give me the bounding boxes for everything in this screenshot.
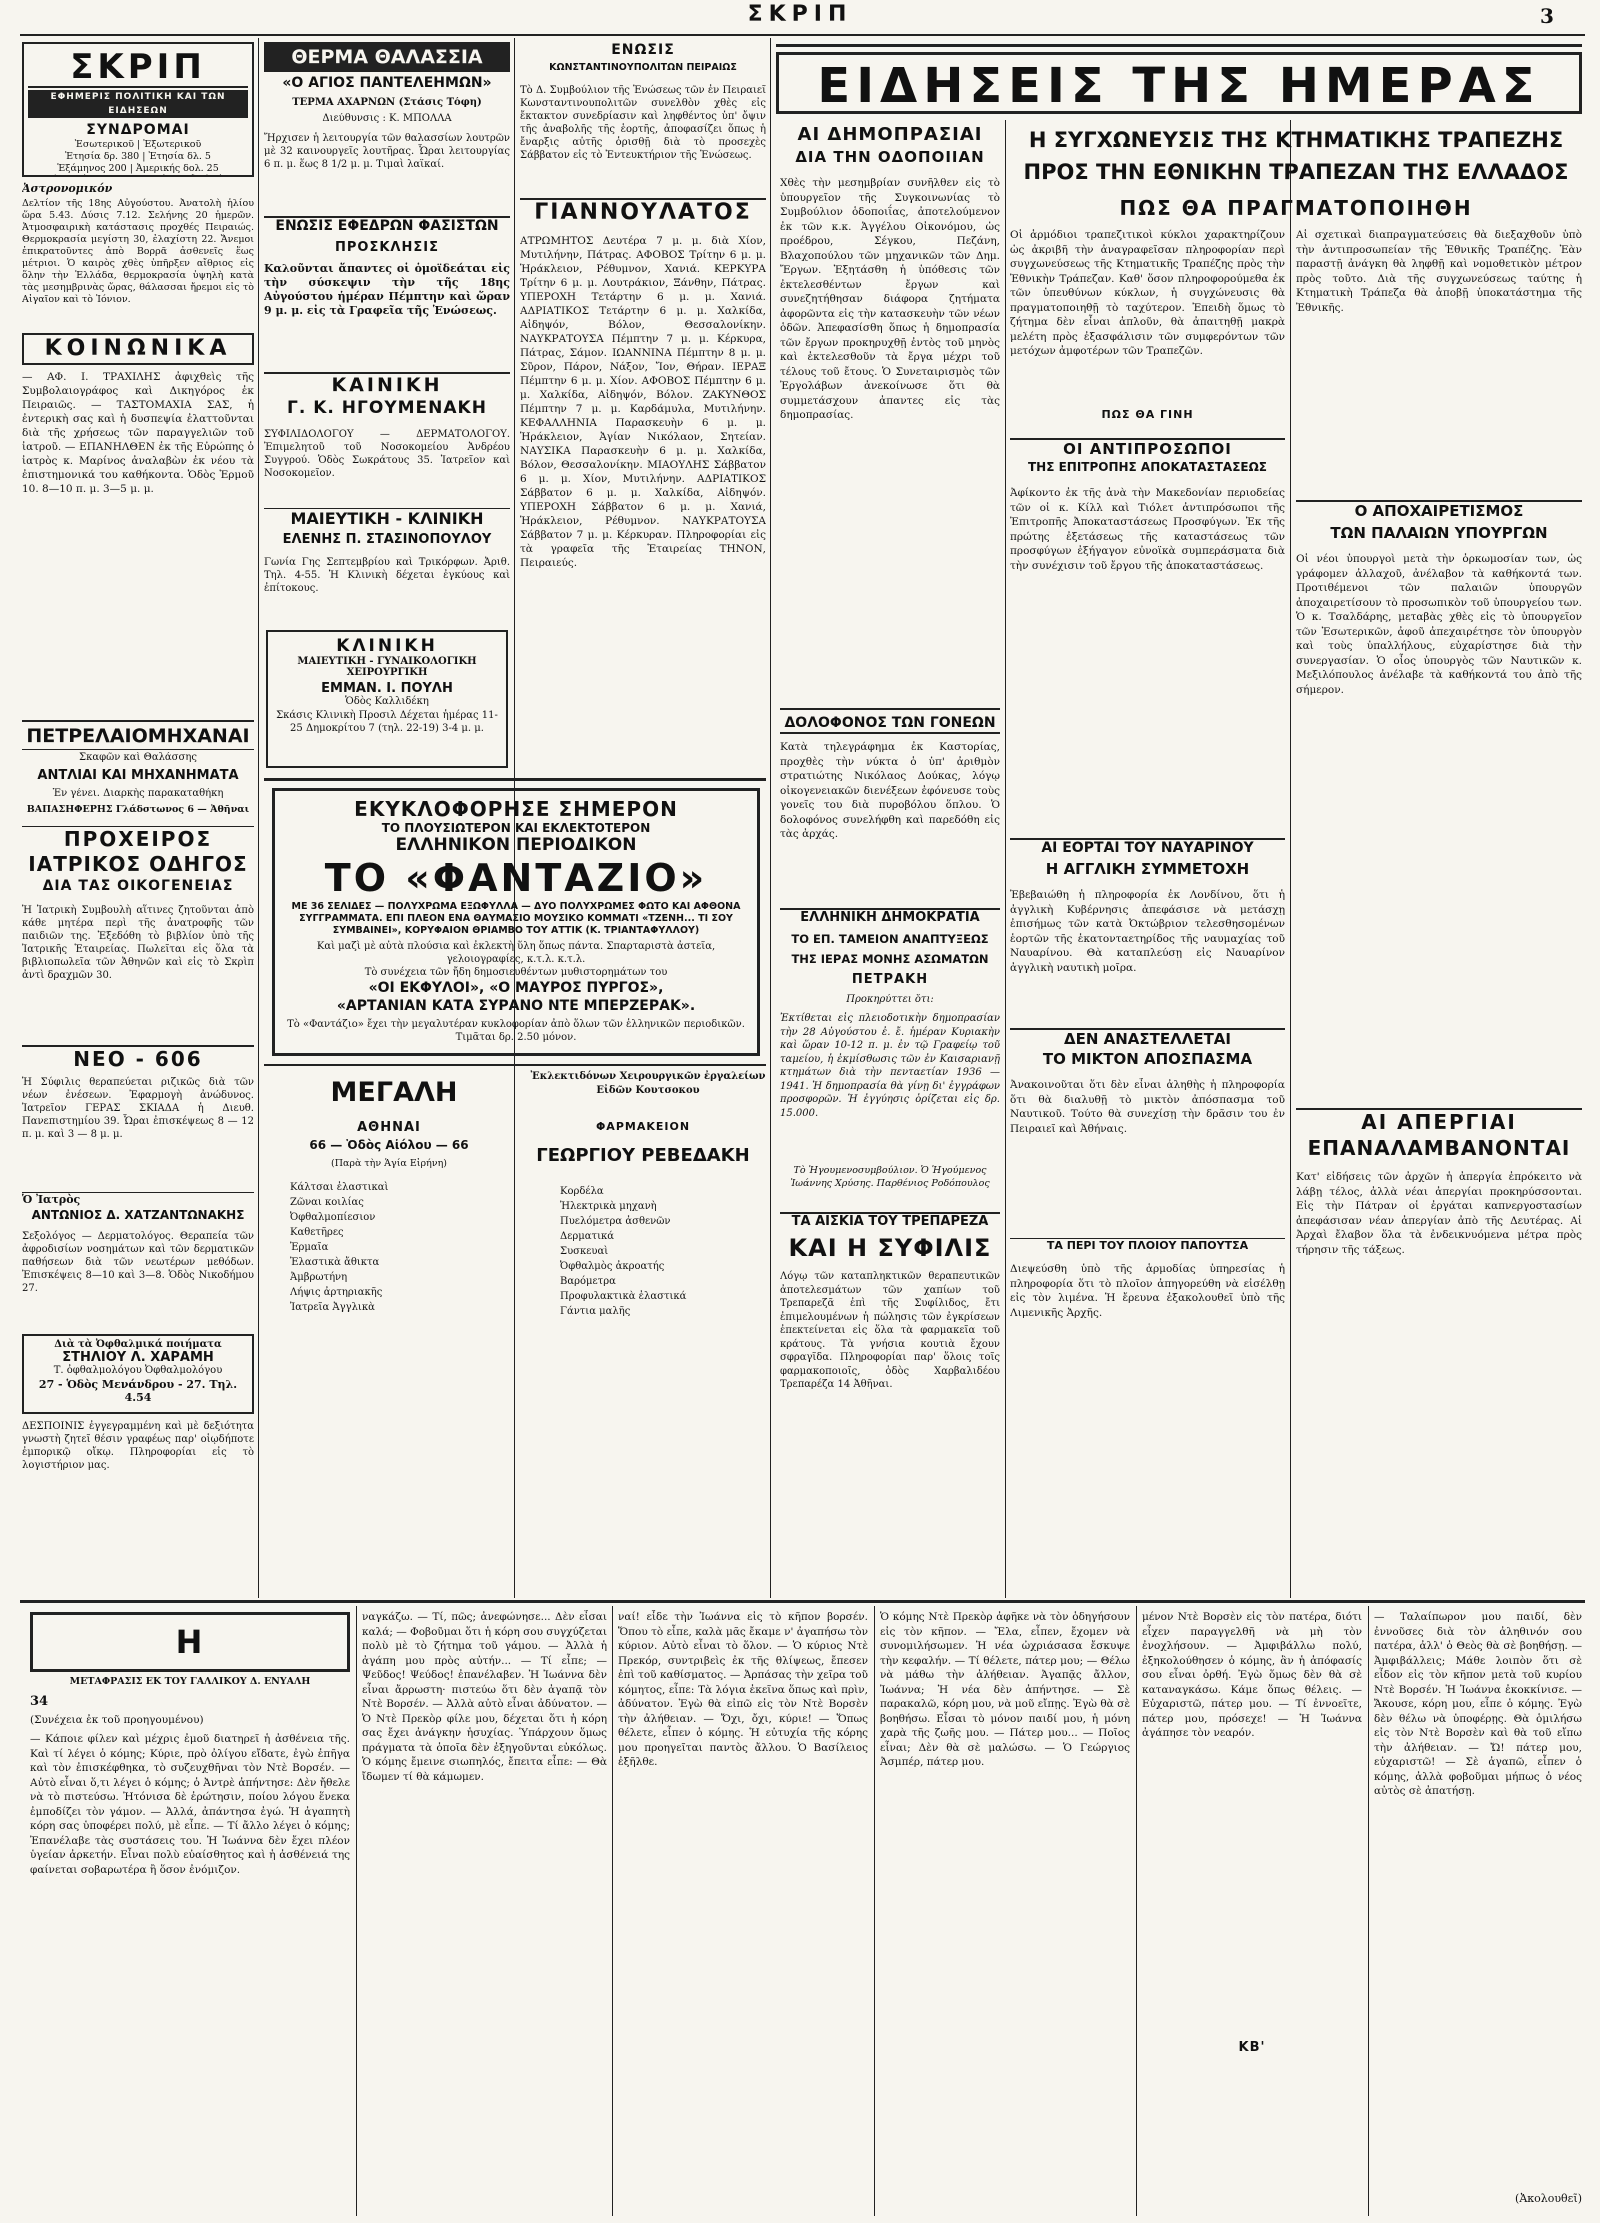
astro-text: Δελτίον τῆς 18ης Αὐγούστου. Ἀνατολὴ ἡλίου ὥρα 5.43. Δύσις 7.12. Σελήνης 20 ἡμερῶν. Ἀτμοσφαιρικὴ κατάστασις προχθές Πειραιώς. Θερμοκρασία μεγίστη 30, ἐλαχίστη 22. Ἄνεμοι ἐπικρατοῦντες ἀπὸ Βορρᾶ ἀσθενεῖς ἕως μέτριοι. Ὁ καιρὸς χθὲς ὑπῆρξεν αἴθριος εἰς ὅλην τὴν Ἑλλάδα, θερμοκρασία ὑψηλὴ κατὰ τὰς μεσημβρινὰς ὥρας, θάλασσαι ἤρεμοι εἰς τὸ Αἰγαῖον καὶ τὸ Ἰόνιον. <box>22 198 254 305</box>
eortai-text: Ἐβεβαιώθη ἡ πληροφορία ἐκ Λονδίνου, ὅτι ἡ ἀγγλικὴ Κυβέρνησις ἀπεφάσισε νὰ μετάσχῃ ἐπισήμως τῶν κατὰ Ὀκτώβριον τελεσθησομένων ἑορτῶν τῆς ἑκατονταετηρίδος τῆς ναυμαχίας τοῦ Ναυαρίνου. Θὰ καταπλεύσῃ εἰς Ναυαρίνον ἀγγλικὴ ναυτικὴ μοῖρα. <box>1010 889 1285 974</box>
enosis-konst-sub: ΚΩΝΣΤΑΝΤΙΝΟΥΠΟΛΙΤΩΝ ΠΕΙΡΑΙΩΣ <box>549 62 737 73</box>
dimoprasiai-text: Χθὲς τὴν μεσημβρίαν συνῆλθεν εἰς τὸ ὑπουργεῖον τῆς Συγκοινωνίας τὸ Συμβούλιον ὁδοποιΐας, ἀποτελούμενον ἐκ τῶν κ.κ. Ἀγγέλου Οἰκονόμου, ὡς προέδρου, Σέγκου, Πεζάνη, Βλαχοπούλου τῶν μηχανικῶν τῶν Δημ. Ἔργων. Ἐξητάσθη ἡ ὑπόθεσις τῶν ἐκτελεσθέντων ἔργων καὶ συνεζητήθησαν διάφορα ζητήματα ἀφορῶντα εἰς τὴν κατασκευὴν τῶν νέων ὁδῶν. Ἀπεφασίσθη ὅπως ἡ δημοπρασία τῶν ἔργων προκηρυχθῇ ἐντὸς τοῦ μηνὸς καὶ ἐκτελεσθοῦν τὰ ἔργα μέχρι τοῦ τέλους τοῦ ἔτους. Ὁ Συνεταιρισμὸς τῶν Ἐργολάβων ἀνεκοίνωσε ὅτι θὰ συμμετάσχουν ἀπαντες εἰς τὰς δημοπρασίας. <box>780 177 1000 421</box>
apoxairetismos-text: Οἱ νέοι ὑπουργοὶ μετὰ τὴν ὁρκωμοσίαν των, ὡς γράφομεν ἀλλαχοῦ, ἀνέλαβον τὰ καθήκοντά των. Προτιθέμενοι τῶν παλαιῶν ὑπουργῶν ἀποχαιρετίσουν τὸ προσωπικὸν τοῦ ὑπουργείου των. Ὁ κ. Τσαλδάρης, μεταβὰς χθὲς εἰς τὸ ὑπουργεῖον τῶν Ἐσωτερικῶν, ἀφοῦ ἀπεχαιρέτησε τὸν ὑπουργὸν καὶ τοὺς ὑπαλλήλους, εὐχαρίστησε διὰ τὴν συνεργασίαν. Ὁ οἶος ὑπουργὸς τῶν Ναυτικῶν κ. Μεξιλόπουλος ἀνέλαβε τὰ καθήκοντά του ἀπὸ τῆς σήμερον. <box>1296 553 1582 696</box>
synchoneusis-title: Η ΣΥΓΧΩΝΕΥΣΙΣ ΤΗΣ ΚΤΗΜΑΤΙΚΗΣ ΤΡΑΠΕΖΗΣ ΠΡΟΣ ΤΗΝ ΕΘΝΙΚΗΝ ΤΡΑΠΕΖΑΝ ΤΗΣ ΕΛΛΑΔΟΣ <box>1023 128 1569 184</box>
eortai-title2: Η ΑΓΓΛΙΚΗ ΣΥΜΜΕΤΟΧΗ <box>1045 860 1250 878</box>
dimoprasiai-title2: ΔΙΑ ΤΗΝ ΟΔΟΠΟΙΙΑΝ <box>795 148 985 166</box>
column-rule <box>258 38 259 1598</box>
dimokratia-sign: Τὸ Ἡγουμενοσυμβούλιον. Ὁ Ἡγούμενος Ἰωάννης Χρύσης. Παρθένιος Ροδόπουλος <box>790 1165 990 1189</box>
peploforos-col: μένον Ντὲ Βορσὲν εἰς τὸν πατέρα, διότι εἶχεν παραγγελθῆ νὰ μὴ τὸν ἐνοχλήσουν. — Ἀμφιβάλλω πολύ, ἐξηκολούθησεν ὁ κόμης, ἂν ἡ ἀπόφασίς σου εἶναι ὀρθή. Ἐγὼ ὅμως δὲν θὰ σὲ καταναγκάσω. Κάμε ὅπως θέλεις. — Εὐχαριστῶ, πάτερ μου. — Τί ἐννοεῖτε, πάτερ μου, πρόσεχε! — Ἡ Ἰωάννα ἀγάπησε τὸν νεαρόν. <box>1142 1611 1362 1739</box>
therma-dieuth: Διεύθυνσις : Κ. ΜΠΟΛΛΑ <box>322 113 452 124</box>
dimokratia-text: Ἐκτίθεται εἰς πλειοδοτικὴν δημοπρασίαν τὴν 28 Αὐγούστου ἐ. ἔ. ἡμέραν Κυριακὴν καὶ ὥραν 10-12 π. μ. ἐν τῷ Γραφείῳ τοῦ ταμείου, ἡ ἐκμίσθωσις τῶν ἐν Καισαριανῇ κτημάτων διὰ τὴν πενταετίαν 1936 — 1941. Ἡ δημοπρασία θὰ γίνῃ δι' ἐγγράφων προσφορῶν. Ἡ ἐγγύησις ὁρίζεται εἰς δρ. 15.000. <box>780 1013 1000 1119</box>
enosis-konst-text: Τὸ Δ. Συμβούλιον τῆς Ἑνώσεως τῶν ἐν Πειραιεῖ Κωνσταντινουπολιτῶν συνελθὸν χθὲς εἰς ἔκτακτον συνεδρίασιν καὶ ληφθέντος ὑπ' ὄψιν τῆς ἀναβολῆς τῆς ἑορτῆς, ἀποφασίζει ὅπως ἡ ἔναρξις αὐτῆς ὁρισθῇ διὰ τὸ προσεχὲς Σάββατον εἰς τὸ Ἐντευκτήριον τῆς Ἑνώσεως. <box>520 85 766 161</box>
synchoneusis-sub: ΠΩΣ ΘΑ ΠΡΑΓΜΑΤΟΠΟΙΗΘΗ <box>1119 196 1473 220</box>
farm-item: Ἠλεκτρικὰ μηχανὴ <box>560 1201 657 1212</box>
megali-address: 66 — Ὁδὸς Αἰόλου — 66 <box>309 1138 469 1152</box>
fantazio-line1: Καὶ μαζὶ μὲ αὐτὰ πλούσια καὶ ἐκλεκτὴ ὕλη ὅπως πάντα. Σπαρταριστὰ ἀστεῖα, γελοιογραφίες, κ.τ.λ. κ.τ.λ. <box>316 941 716 965</box>
fantazio-top-rule <box>264 778 766 781</box>
masthead-name: ΣΚΡΙΠ <box>28 48 248 88</box>
antiprosopoi-title: ΟΙ ΑΝΤΙΠΡΟΣΩΠΟΙ <box>1010 438 1285 460</box>
column-rule <box>1290 120 1291 1598</box>
masthead-subtitle: ΕΦΗΜΕΡΙΣ ΠΟΛΙΤΙΚΗ ΚΑΙ ΤΩΝ ΕΙΔΗΣΕΩΝ <box>28 90 248 118</box>
ophth-sub: Τ. ὀφθαλμολόγου Ὀφθαλμολόγου <box>53 1365 223 1376</box>
antiprosopoi-text: Ἀφίκοντο ἐκ τῆς ἀνὰ τὴν Μακεδονίαν περιοδείας τῶν οἱ κ. Κίλλ καὶ Τιόλετ ἀντιπρόσωποι τῆς Ἐπιτροπῆς Ἀποκαταστάσεως Προσφύγων. Ἐκ τῆς πρώτης ἐξετάσεως τῆς καταστάσεως τῶν προσφύγων ἐξήγαγον εὐνοϊκὰ συμπεράσματα διὰ τὴν συνέχισιν τοῦ ἔργου τῆς ἀποκαταστάσεως. <box>1010 487 1285 572</box>
peploforos-col: Ὁ κόμης Ντὲ Πρεκὸρ ἀφῆκε νὰ τὸν ὁδηγήσουν εἰς τὸν κῆπον. — Ἔλα, εἶπεν, ἔχομεν νὰ συνομιλήσωμεν. Ἡ νέα ὠχριάσασα ἔσκυψε τὴν κεφαλήν. — Τί θέλετε, πάτερ μου; — Θέλω νὰ μάθω τὴν ἀλήθειαν. Ἀγαπᾷς ἄλλον, Ἰωάννα; Ἡ νέα δὲν ἀπήντησε. — Σὲ παρακαλῶ, κόρη μου, νὰ μοῦ εἴπῃς. Ἐγὼ θὰ σὲ βοηθήσω. Εἶσαι τὸ μόνον παιδί μου, ἡ μόνη χαρὰ τῆς ζωῆς μου. — Πάτερ μου... — Ποῖος εἶναι; Δὲν θὰ σὲ μαλώσω. — Ὁ Γεώργιος Ἀσμπέρ, πάτερ μου. <box>880 1611 1130 1768</box>
dimokratia-line2: ΤΟ ΕΠ. ΤΑΜΕΙΟΝ ΑΝΑΠΤΥΞΕΩΣ <box>791 932 989 946</box>
apoxairetismos-title: Ο ΑΠΟΧΑΙΡΕΤΙΣΜΟΣ <box>1296 500 1582 524</box>
peploforos-col: ναγκάζω. — Τί, πῶς; ἀνεφώνησε... Δὲν εἶσαι καλά; — Φοβοῦμαι ὅτι ἡ κόρη σου συγχύζεται πολὺ μὲ τὸ ζήτημα τοῦ γάμου. — Ἀλλὰ ἡ ἀγάπη μου πρὸς αὐτήν... — Τί εἶπε; — Ψεῦδος! Ψεύδος! ἐπανέλαβεν. Ἡ Ἰωάννα δὲν εἶναι ἄρρωστη· πιστεύω ὅτι δὲν ἀγαπᾷ τὸν Ντὲ Βορσέν. — Ἀλλὰ αὐτὸ εἶναι ἀδύνατον. — Ὁ Ντὲ Πρεκὸρ φίλε μου, δέχεται ὅτι ἡ κόρη σας ἔχει ἀνάγκην ἡσυχίας. Ὑπάρχουν ὅμως πράγματα τὰ ὁποῖα δὲν ἐξηγοῦνται εὐκόλως. Ὁ κόμης ἔμεινε σιωπηλός, ἔπειτα εἶπε: — Θὰ ἴδωμεν τί θὰ κάμωμεν. <box>362 1611 607 1783</box>
kliniki2-box <box>266 630 508 768</box>
farm-item: Ὀφθαλμὸς ἀκροατής <box>560 1261 665 1272</box>
doc-text: Σεξολόγος — Δερματολόγος. Θεραπεία τῶν ἀφροδισίων νοσημάτων καὶ τῶν δερματικῶν παθήσεων διὰ τῶν νεωτέρων μεθόδων. Ἐπισκέψεις 8—10 καὶ 3—8. Ὁδὸς Νικοδήμου 27. <box>22 1231 254 1294</box>
fantazio-sub2: ΕΛΛΗΝΙΚΟΝ ΠΕΡΙΟΔΙΚΟΝ <box>395 835 637 855</box>
megali-rule <box>264 1064 766 1066</box>
megali-item: Καθετῆρες <box>290 1227 344 1238</box>
fantazio-price: Τὸ «Φαντάζιο» ἔχει τὴν μεγαλυτέραν κυκλοφορίαν ἀπὸ ὅλων τῶν ἑλληνικῶν περιοδικῶν. Τιμᾶται δρ. 2.50 μόνον. <box>287 1019 745 1043</box>
peploforos-follows: (Ἀκολουθεῖ) <box>1515 2192 1582 2205</box>
dimokratia-line3: ΤΗΣ ΙΕΡΑΣ ΜΟΝΗΣ ΑΣΩΜΑΤΩΝ <box>791 952 989 966</box>
doc-title: Ὁ Ἰατρὸς <box>22 1192 254 1208</box>
antiprosopoi-title2: ΤΗΣ ΕΠΙΤΡΟΠΗΣ ΑΠΟΚΑΤΑΣΤΑΣΕΩΣ <box>1027 460 1267 474</box>
apergia-text: Κατ' εἰδήσεις τῶν ἀρχῶν ἡ ἀπεργία ἐπρόκειτο νὰ λάβῃ τέλος, ἀλλὰ νέαι ἀπεργίαι προκηρύσσονται. Εἰς τὴν Πάτραν οἱ ἐργάται καπνεργοστασίων ἀπεφάσισαν νέαν ἀπεργίαν ἀπὸ τῆς Δευτέρας. Αἱ Ἀρχαὶ ἔλαβον ὅλα τὰ ἐνδεικνυόμενα μέτρα πρὸς τήρησιν τῆς τάξεως. <box>1296 1171 1582 1256</box>
apergia-title: ΑΙ ΑΠΕΡΓΙΑΙ <box>1296 1108 1582 1136</box>
synchoneusis-sub2: ΠΩΣ ΘΑ ΓΙΝΗ <box>1101 408 1194 421</box>
megali-item: Κάλτσαι ἐλαστικαὶ <box>290 1182 389 1193</box>
enosis-konst-title: ΕΝΩΣΙΣ <box>611 42 675 58</box>
astro-title: Ἀστρονομικόν <box>22 182 113 195</box>
neo-text: Ἡ Σύφιλις θεραπεύεται ριζικῶς διὰ τῶν νέων ἐνέσεων. Ἐφαρμογὴ ἀνώδυνος. Ἰατρεῖον ΓΕΡΑΣ ΣΚΙΑΔΑ ἡ Διευθ. Πανεπιστημίου 39. Ὧραι ἐπισκέψεως 8 — 12 π. μ. καὶ 3 — 8 μ. μ. <box>22 1077 254 1140</box>
page-number: 3 <box>1540 4 1554 28</box>
farm-item: Προφυλακτικὰ ἐλαστικά <box>560 1291 687 1302</box>
header-title: ΣΚΡΙΠ <box>747 2 853 27</box>
aiskia-title: ΤΑ ΑΙΣΚΙΑ ΤΟΥ ΤΡΕΠΑΡΕΖΑ <box>780 1212 1000 1234</box>
kliniki2-name: ΕΜΜΑΝ. Ι. ΠΟΥΛΗ <box>321 681 453 696</box>
ophth-ad-box <box>22 1334 254 1414</box>
column-rule <box>612 1606 613 2216</box>
synchoneusis-text2: Αἱ σχετικαὶ διαπραγματεύσεις θὰ διεξαχθοῦν ὑπὸ τὴν ἀντιπροσωπείαν τῆς Ἐθνικῆς Τραπέζης. Ἐὰν παραστῇ ἀνάγκη θὰ ληφθῇ καὶ νομοθετικὸν μέτρον πρὸς τοῦτο. Διὰ τῆς συγχωνεύσεως ταύτης ἡ Κτηματικὴ Τράπεζα θὰ ἀποβῇ ὑποκατάστημα τῆς Ἐθνικῆς. <box>1296 229 1582 314</box>
column-rule <box>356 1606 357 2216</box>
ophth-name: ΣΤΗΛΙΟΥ Λ. ΧΑΡΑΜΗ <box>62 1350 214 1365</box>
farm-item: Γάντια μαλῆς <box>560 1306 631 1317</box>
therma-title: ΘΕΡΜΑ ΘΑΛΑΣΣΙΑ <box>264 42 510 72</box>
dolofonos-title: ΔΟΛΟΦΟΝΟΣ ΤΩΝ ΓΟΝΕΩΝ <box>780 708 1000 734</box>
koinonika-text: — ΑΦ. Ι. ΤΡΑΧΙΛΗΣ ἀφιχθεὶς τῆς Συμβολαιογράφος καὶ Δικηγόρος ἐκ Πειραιῶς. — ΤΑΣΤΟΜΑΧΙΑ ΣΑΣ, ἡ ἐντερικὴ σας καὶ ἡ δυσπεψία ἐλαττοῦνται διὰ τῆς χρήσεως τῶν παραγγελιῶν τοῦ ἰατροῦ. — ΕΠΑΝΗΛΘΕΝ ἐκ τῆς Εὐρώπης ὁ ἰατρὸς κ. Μαρίνος ἀναλαβὼν ἐκ νέου τὰ ἐπιστημονικά του καθήκοντα. Ὁδὸς Ἑρμοῦ 10. 8—10 π. μ. 3—5 μ. μ. <box>22 371 254 495</box>
petreleo-ad-title: ΠΕΤΡΕΛΑΙΟΜΗΧΑΝΑΙ <box>22 720 254 750</box>
den-title: ΔΕΝ ΑΝΑΣΤΕΛΛΕΤΑΙ <box>1010 1028 1285 1050</box>
header-rule <box>20 34 1585 36</box>
masthead-box <box>22 42 254 177</box>
subscriptions-title: ΣΥΝΔΡΟΜΑΙ <box>86 122 190 138</box>
prox-title: ΠΡΟΧΕΙΡΟΣ <box>22 826 254 852</box>
column-rule <box>1136 1606 1137 2216</box>
oik-title: ΔΙΑ ΤΑΣ ΟΙΚΟΓΕΝΕΙΑΣ <box>42 878 234 894</box>
ploio-text: Διεψεύσθη ὑπὸ τῆς ἁρμοδίας ὑπηρεσίας ἡ πληροφορία ὅτι τὸ πλοῖον ἀπηγορεύθη νὰ εἰσέλθῃ εἰς τὸν λιμένα. Ἡ ἔρευνα ἐξακολουθεῖ ὑπὸ τῆς Λιμενικῆς Ἀρχῆς. <box>1010 1263 1285 1319</box>
megali-item-list <box>290 1180 490 1330</box>
therma-agios: «Ο ΑΓΙΟΣ ΠΑΝΤΕΛΕΗΜΩΝ» <box>282 75 492 91</box>
farm-item: Δερματικά <box>560 1231 614 1242</box>
doc-name: ΑΝΤΩΝΙΟΣ Δ. ΧΑΤΖΑΝΤΩΝΑΚΗΣ <box>31 1208 245 1222</box>
eidiseis-banner: ΕΙΔΗΣΕΙΣ ΤΗΣ ΗΜΕΡΑΣ <box>776 52 1582 114</box>
subscription-line: Ἑξάμηνος 200 | Ἀμερικής δολ. 25 <box>57 163 219 174</box>
apoxairetismos-title2: ΤΩΝ ΠΑΛΑΙΩΝ ΥΠΟΥΡΓΩΝ <box>1330 524 1548 542</box>
farm-name: ΓΕΩΡΓΙΟΥ ΡΕΒΕΔΑΚΗ <box>536 1145 750 1166</box>
farm-item: Κορδέλα <box>560 1186 604 1197</box>
kliniki2-title: ΚΛΙΝΙΚΗ <box>336 636 438 656</box>
antliai-ad-sub: Ἐν γένει. Διαρκὴς παρακαταθήκη <box>52 788 224 799</box>
dimokratia-title: ΕΛΛΗΝΙΚΗ ΔΗΜΟΚΡΑΤΙΑ <box>780 908 1000 930</box>
kliniki-title: ΚΑΙΝΙΚΗ <box>264 372 510 398</box>
megali-athinai: ΑΘΗΝΑΙ <box>357 1120 421 1135</box>
antliai-ad-address: ΒΑΠΑΣΗΦΕΡΗΣ Γλάδστωνος 6 — Ἀθῆναι <box>26 804 250 815</box>
giannoulatos-text: ΑΤΡΩΜΗΤΟΣ Δευτέρα 7 μ. μ. διὰ Χίον, Μυτιλήνην, Πάτρας. ΑΦΟΒΟΣ Τρίτην 6 μ. μ. Ἡράκλειον, Ρέθυμνον, Χανιά. ΚΕΡΚΥΡΑ Τρίτην 6 μ. μ. Λουτράκιον, Ξάνθην, Πάτρας. ΥΠΕΡΟΧΗ Τετάρτην 6 μ. μ. Χανιά. ΑΔΡΙΑΤΙΚΟΣ Τετάρτην 6 μ. μ. Χαλκίδα, Αἰδηψόν, Βόλον, Θεσσαλονίκην. ΝΑΥΚΡΑΤΟΥΣΑ Πέμπτην 7 μ. μ. Κέρκυρα, Πάτρας, Σάμον. ΙΩΑΝΝΙΝΑ Πέμπτην 8 μ. μ. Σῦρον, Πάρον, Νάξον, Ἴον, Θήραν. ΙΕΡΑΞ Πέμπτην 6 μ. μ. Χίον. ΑΦΟΒΟΣ Πέμπτην 6 μ. μ. Χαλκίδα, Αἰδηψόν, Βόλον. ΖΑΚΥΝΘΟΣ Πέμπτην 7 μ. μ. Καρδάμυλα, Μυτιλήνην. ΚΕΦΑΛΛΗΝΙΑ Παρασκευὴν 6 μ. μ. Ἡράκλειον, Ἀγίαν Νικόλαον, Σητείαν. ΝΑΥΣΙΚΑ Παρασκευὴν 6 μ. μ. Χαλκίδα, Βόλον, Θεσσαλονίκην. ΜΙΑΟΥΛΗΣ Σάββατον 6 μ. μ. Χίον, Μυτιλήνην. ΑΔΡΙΑΤΙΚΟΣ Σάββατον 6 μ. μ. Χαλκίδα, Αἰδηψόν. ΥΠΕΡΟΧΗ Σάββατον 6 μ. μ. Χανιά, Ἡράκλειον, Ρέθυμνον. ΝΑΥΚΡΑΤΟΥΣΑ Σάββατον 7 μ. μ. Κέρκυραν. Πληροφορίαι εἰς τὰ γραφεῖα τῆς Ἑταιρείας ΤΗΝΟΝ, Πειραιεύς. <box>520 235 766 569</box>
iatr-title: ΙΑΤΡΙΚΟΣ ΟΔΗΓΟΣ <box>28 852 248 876</box>
fantazio-ad-box <box>272 788 760 1056</box>
petreleo-ad-sub: Σκαφῶν καὶ Θαλάσσης <box>79 752 197 763</box>
fantazio-desc: ΜΕ 36 ΣΕΛΙΔΕΣ — ΠΟΛΥΧΡΩΜΑ ΕΞΩΦΥΛΛΑ — ΔΥΟ ΠΟΛΥΧΡΩΜΕΣ ΦΩΤΟ ΚΑΙ ΑΦΘΟΝΑ ΣΥΓΓΡΑΜΜΑΤΑ. ΕΠΙ ΠΛΕΟΝ ΕΝΑ ΘΑΥΜΑΣΙΟ ΜΟΥΣΙΚΟ ΚΟΜΜΑΤΙ «ΤΖΕΝΗ... ΤΙ ΣΟΥ ΣΥΜΒΑΙΝΕΙ», ΚΟΡΥΦΑΙΟΝ ΘΡΙΑΜΒΟ ΤΟΥ ΑΤΤΙΚ (Κ. ΤΡΙΑΝΤΑΦΥΛΛΟΥ) <box>291 901 741 936</box>
fantazio-line2: Τὸ συνέχεια τῶν ἤδη δημοσιευθέντων μυθιστορημάτων του <box>364 967 668 978</box>
megali-subtitle: Ἐκλεκτιδόνων Χειρουργικῶν ἐργαλείων Εἰδῶν Κουτσοκου <box>530 1071 766 1096</box>
farm-item: Πυελόμετρα ἀσθενῶν <box>560 1216 671 1227</box>
dimokratia-line4: ΠΕΤΡΑΚΗ <box>851 972 929 987</box>
peploforos-title: Η <box>175 1623 205 1661</box>
kliniki2-sub: ΜΑΙΕΥΤΙΚΗ - ΓΥΝΑΙΚΟΛΟΓΙΚΗ ΧΕΙΡΟΥΡΓΙΚΗ <box>297 656 477 678</box>
peploforos-col: — Ταλαίπωρον μου παιδί, δὲν ἐννοῦσες διὰ τὸν ἀληθινόν σου πατέρα, ἀλλ' ὁ Θεὸς θὰ σὲ βοηθήσῃ. — Ἀμφιβάλλεις; Μάθε λοιπὸν ὅτι σὲ εἶδον εἰς τὸν κῆπον μετὰ τοῦ κυρίου Ντὲ Βορσέν. Ἡ Ἰωάννα ἐκοκκίνισε. — Ἄκουσε, κόρη μου, εἶπε ὁ κόμης. Ἐγὼ δὲν θέλω νὰ ὑποφέρῃς. Θὰ ὁμιλήσω εἰς τὸν Ντὲ Βορσὲν καὶ θὰ τοῦ εἴπω τὴν ἀλήθειαν. — Ὤ! πάτερ μου, εὐχαριστῶ! — Σὲ ἀγαπῶ, εἶπεν ὁ κόμης, ἀλλὰ φοβοῦμαι μήπως ὁ νέος αὐτὸς σὲ ἀπατήσῃ. <box>1374 1611 1582 1797</box>
fantazio-sub: ΤΟ ΠΛΟΥΣΙΩΤΕΡΟΝ ΚΑΙ ΕΚΛΕΚΤΟΤΕΡΟΝ <box>381 821 651 835</box>
peploforos-col: — Κάποιε φίλεν καὶ μέχρις ἐμοῦ διατηρεῖ ἡ ἀσθένεια τῆς. Καὶ τί λέγει ὁ κόμης; Κύριε, πρὸ ὀλίγου εἴδατε, ἐγὼ ἐπῆγα καὶ τὸν ἐπισκέφθηκα, τὸ συζευχθῆναι τὸν Ντὲ Βορσέν. — Αὐτὸ εἶναι ὅ,τι λέγει ὁ κόμης; ὁ Ἀντρὲ ἀπήντησε: Δὲν ἤθελε νὰ τὸ πιστεύσω. Ἠτόνισα δὲ ἐρώτησιν, ποίου λόγου ἕνεκα ἐμποδίζει τὸν γάμον. — Ἀλλά, ἀπάντησα ἐγώ. Ἡ ἀγαπητὴ κόρη σας ὑποφέρει πολύ, μὲ εἶπε. — Τί ἄλλο λέγει ὁ κόμης; Ἐπανέλαβε τὰς συστάσεις του. Ἡ Ἰωάννα δὲν ἔχει πλέον ὑγείαν ἀρκετήν. Εἶναι πολὺ εὐαίσθητος καὶ ἡ ἀσθένειά της φαίνεται σοβαρωτέρα ἢ ὅσον ἐνόμιζον. <box>30 1733 350 1876</box>
enosis-efedron-title: ΕΝΩΣΙΣ ΕΦΕΔΡΩΝ ΦΑΣΙΣΤΩΝ <box>264 216 510 238</box>
peploforos-title-box <box>30 1612 350 1672</box>
megali-item: Λήψις ἀρτηριακῆς <box>290 1287 383 1298</box>
dolofonos-text: Κατὰ τηλεγράφημα ἐκ Καστορίας, προχθὲς τὴν νύκτα ὁ ὑπ' ἀριθμὸν στρατιώτης Νικόλαος Δούκας, λόγῳ οἰκογενειακῶν διενέξεων ἐφόνευσε τοὺς γονεῖς του διὰ πυροβόλου ὅπλου. Ὁ δολοφόνος συνελήφθη καὶ παρεδόθη εἰς τὰς ἀρχάς. <box>780 741 1000 840</box>
fantazio-novel3: «ΑΡΤΑΝΙΑΝ ΚΑΤΑ ΣΥΡΑΝΟ ΝΤΕ ΜΠΕΡΖΕΡΑΚ». <box>336 998 696 1014</box>
farm-item-list <box>560 1184 750 1329</box>
apergia-title2: ΕΠΑΝΑΛΑΜΒΑΝΟΝΤΑΙ <box>1307 1136 1571 1160</box>
maieutiki-title: ΜΑΙΕΥΤΙΚΗ - ΚΛΙΝΙΚΗ <box>264 508 510 532</box>
neo-title: ΝΕΟ - 606 <box>22 1045 254 1073</box>
megali-item: Ὀφθαλμοπίεσιον <box>290 1212 376 1223</box>
subscription-line <box>28 175 248 177</box>
maieutiki-text: Γωνία Γης Σεπτεμβρίου καὶ Τρικόρφων. Ἀριθ. Τηλ. 4-55. Ἡ Κλινικὴ δέχεται ἐγκύους καὶ ἐπίτοκους. <box>264 557 510 594</box>
den-text: Ἀνακοινοῦται ὅτι δὲν εἶναι ἀληθὴς ἡ πληροφορία ὅτι θὰ διαλυθῇ τὸ μικτὸν ἀπόσπασμα τοῦ Ναυτικοῦ. Τούτο θὰ συνεχίσῃ τὴν δρᾶσιν του ἐν Πειραιεῖ καὶ Ἀθήναις. <box>1010 1079 1285 1135</box>
fantazio-top: ΕΚΥΚΛΟΦΟΡΗΣΕ ΣΗΜΕΡΟΝ <box>354 797 678 821</box>
megali-item: Ζῶναι κοιλίας <box>290 1197 364 1208</box>
farm-item: Βαρόμετρα <box>560 1276 616 1287</box>
farm-item: Συσκευαὶ <box>560 1246 609 1257</box>
therma-terma: ΤΕΡΜΑ ΑΧΑΡΝΩΝ (Στάσις Τόφη) <box>292 97 482 108</box>
column-rule <box>770 38 771 1598</box>
synchoneusis-text: Οἱ ἁρμόδιοι τραπεζιτικοὶ κύκλοι χαρακτηρίζουν ὡς ἀκριβῆ τὴν ἀναγραφεῖσαν πληροφορίαν περὶ συγχωνεύσεως τῆς Κτηματικῆς Τραπέζης πρὸς τὴν Ἐθνικὴν Τράπεζαν. Καθ' ὅσον πληροφορούμεθα ἐκ τῶν ὑπευθύνων κύκλων, ἡ συγχώνευσις θὰ πραγματοποιηθῇ τὸ ταχύτερον. Ἐπειδὴ ὅμως τὸ ζήτημα δὲν εἶναι ἁπλοῦν, θὰ ἀπαιτηθῇ μακρὰ μελέτη πρὸς ἐξασφάλισιν τῶν συμφερόντων τῶν μετόχων ἀμφοτέρων τῶν Τραπεζῶν. <box>1010 229 1285 357</box>
maieutiki-name: ΕΛΕΝΗΣ Π. ΣΤΑΣΙΝΟΠΟΥΛΟΥ <box>282 532 492 547</box>
den-title2: ΤΟ ΜΙΚΤΟΝ ΑΠΟΣΠΑΣΜΑ <box>1042 1050 1253 1068</box>
ophth-title: Διὰ τὰ Ὀφθαλμικά ποιήματα <box>54 1339 222 1350</box>
fantazio-name: ΤΟ «ΦΑΝΤΑΖΙΟ» <box>324 856 708 900</box>
megali-item: Ἀμβρωτήνη <box>290 1272 348 1283</box>
column-rule <box>1368 1606 1369 2216</box>
peploforos-sub: ΜΕΤΑΦΡΑΣΙΣ ΕΚ ΤΟΥ ΓΑΛΛΙΚΟΥ Δ. ΕΝΥΑΛΗ <box>69 1676 311 1687</box>
megali-item: Ἐλαστικὰ ἄθικτα <box>290 1257 380 1268</box>
dimokratia-prok: Προκηρύττει ὅτι: <box>846 994 934 1005</box>
megali-address2: (Παρὰ τὴν Ἁγία Εἰρήνη) <box>331 1158 447 1169</box>
ophth-address: 27 - Ὁδὸς Μενάνδρου - 27. Τηλ. 4.54 <box>38 1378 238 1404</box>
kliniki-text: ΣΥΦΙΛΙΔΟΛΟΓΟΥ — ΔΕΡΜΑΤΟΛΟΓΟΥ. Ἐπιμελητοῦ τοῦ Νοσοκομείου Ἀνδρέου Συγγρού. Ὁδὸς Σωκράτους 35. Ἰατρεῖον καὶ Νοσοκομεῖον. <box>264 429 510 479</box>
kliniki-name: Γ. Κ. ΗΓΟΥΜΕΝΑΚΗ <box>287 398 487 418</box>
subscription-line: Ἐτησία δρ. 380 | Ἐτησία δλ. 5 <box>65 151 211 162</box>
fantazio-novels: «ΟΙ ΕΚΦΥΛΟΙ», «Ο ΜΑΥΡΟΣ ΠΥΡΓΟΣ», <box>368 980 664 996</box>
megali-item: Ἐρμαῖα <box>290 1242 329 1253</box>
peploforos-number: 34 <box>30 1694 49 1709</box>
dimoprasiai-title: ΑΙ ΔΗΜΟΠΡΑΣΙΑΙ <box>797 124 983 145</box>
prox-text: Ἡ Ἰατρικὴ Συμβουλὴ αἵτινες ζητοῦνται ἀπὸ κάθε μητέρα περὶ τῆς ἀνατροφῆς τῶν παιδιῶν της. Ἐξεδόθη τὸ βιβλίον ὑπὸ τῆς Ἰατρικῆς Ἑταιρείας. Πωλεῖται εἰς ὅλα τὰ βιβλιοπωλεῖα τῶν Ἀθηνῶν καὶ εἰς τὸ Σκρὶπ ἀντὶ δραχμῶν 30. <box>22 905 254 981</box>
antliai-ad-title: ΑΝΤΛΙΑΙ ΚΑΙ ΜΗΧΑΝΗΜΑΤΑ <box>37 768 239 783</box>
enosis-efedron-text: Καλοῦνται ἅπαντες οἱ ὁμοϊδεάται εἰς τὴν σύσκεψιν τὴν τῆς 18ης Αὐγούστου ἡμέραν Πέμπτην καὶ ὥραν 9 μ. μ. εἰς τὰ Γραφεῖα τῆς Ἑνώσεως. <box>264 262 510 317</box>
peploforos-col: ναί! εἶδε τὴν Ἰωάννα εἰς τὸ κῆπον βορσέν. Ὅπου τὸ εἶπε, καλὰ μᾶς ἔκαμε ν' ἀγαπήσω τὸν κύριον. Αὐτὸ εἶναι τὸ ὅλον. — Ὁ κύριος Ντὲ Πρεκόρ, συντριβεὶς ἐκ τῆς θλίψεως, ἔπεσεν ἐπὶ τοῦ καθίσματος. — Ἀρπάσας τὴν χεῖρα τοῦ κόμητος, εἶπε: Τὰ λόγια ἐκεῖνα ὅπως καὶ πρὶν, ἀδύνατον. Ἐγὼ θὰ εἰπῶ εἰς τὸν Ντὲ Βορσὲν τὴν ἀλήθειαν. — Ὄχι, ὄχι, κύριε! — Ὅπως θέλετε, εἶπεν ὁ κόμης. Ἡ εὐτυχία τῆς κόρης μου προηγεῖται παντὸς ἄλλου. Ὁ Βασίλειος ἐξῆλθε. <box>618 1611 868 1768</box>
therma-text: Ἤρχισεν ἡ λειτουργία τῶν θαλασσίων λουτρῶν μὲ 32 καινουργεῖς λουτῆρας. Ὧραι λειτουργίας 6 π. μ. ἕως 8 1/2 μ. μ. Τιμαὶ λαϊκαί. <box>264 133 510 170</box>
farm-label: ΦΑΡΜΑΚΕΙΟΝ <box>595 1120 691 1133</box>
feuilleton-rule <box>20 1600 1585 1603</box>
kliniki2-text: Σκάσις Κλινικὴ Προσιλ Δέχεται ἡμέρας 11-25 Δημοκρίτου 7 (τηλ. 22-19) 3-4 μ. μ. <box>276 710 498 734</box>
subscription-line: Ἐσωτερικοῦ | Ἐξωτερικοῦ <box>74 139 202 150</box>
giannoulatos-title: ΓΙΑΝΝΟΥΛΑΤΟΣ <box>520 198 766 230</box>
column-rule <box>874 1606 875 2216</box>
peploforos-cont: (Συνέχεια ἐκ τοῦ προηγουμένου) <box>30 1714 204 1726</box>
column-rule <box>1005 120 1006 1598</box>
aiskia-text: Λόγῳ τῶν καταπληκτικῶν θεραπευτικῶν ἀποτελεσμάτων τῶν χαπίων τοῦ Τρεπαρεζᾶ ἐπὶ τῆς Συφίλιδος, ἔτι ἐπιμελουμένων ἡ πώλησις τῶν ἐγκρίσεων ἐπεκτείνεται εἰς ὅλα τὰ φαρμακεῖα τοῦ κράτους. Τὰ γνήσια κουτιὰ ἔχουν σφραγῖδα. Πληροφορίαι παρ' ὅλοις τοῖς φαρμακοποιοῖς, ὁδὸς Χαρβαλιδέου Τρεπαρέζα 14 Ἀθῆναι. <box>780 1271 1000 1390</box>
megali-title: ΜΕΓΑΛΗ <box>330 1077 458 1108</box>
prosklisis-title: ΠΡΟΣΚΛΗΣΙΣ <box>335 240 439 255</box>
despoinis-text: ΔΕΣΠΟΙΝΙΣ ἐγγεγραμμένη καὶ μὲ δεξιότητα γνωστὴ ζητεῖ θέσιν γραφέως παρ' οἱῳδήποτε ἐμπορικῷ οἴκῳ. Πληροφορίαι εἰς τὸ λογιστήριον μας. <box>22 1421 254 1471</box>
ploio-title: ΤΑ ΠΕΡΙ ΤΟΥ ΠΛΟΙΟΥ ΠΑΠΟΥΤΣΑ <box>1010 1238 1285 1258</box>
eortai-title: ΑΙ ΕΟΡΤΑΙ ΤΟΥ ΝΑΥΑΡΙΝΟΥ <box>1010 838 1285 860</box>
aiskia-title2: ΚΑΙ Η ΣΥΦΙΛΙΣ <box>788 1234 992 1262</box>
peploforos-chapter: ΚΒ' <box>1238 2040 1266 2055</box>
eidiseis-top-rule <box>776 44 1582 47</box>
megali-item: Ἰατρεῖα Ἀγγλικὰ <box>290 1302 375 1313</box>
koinonika-title: ΚΟΙΝΩΝΙΚΑ <box>22 333 254 365</box>
kliniki2-address: Ὁδὸς Καλλιδέκη <box>345 696 429 707</box>
